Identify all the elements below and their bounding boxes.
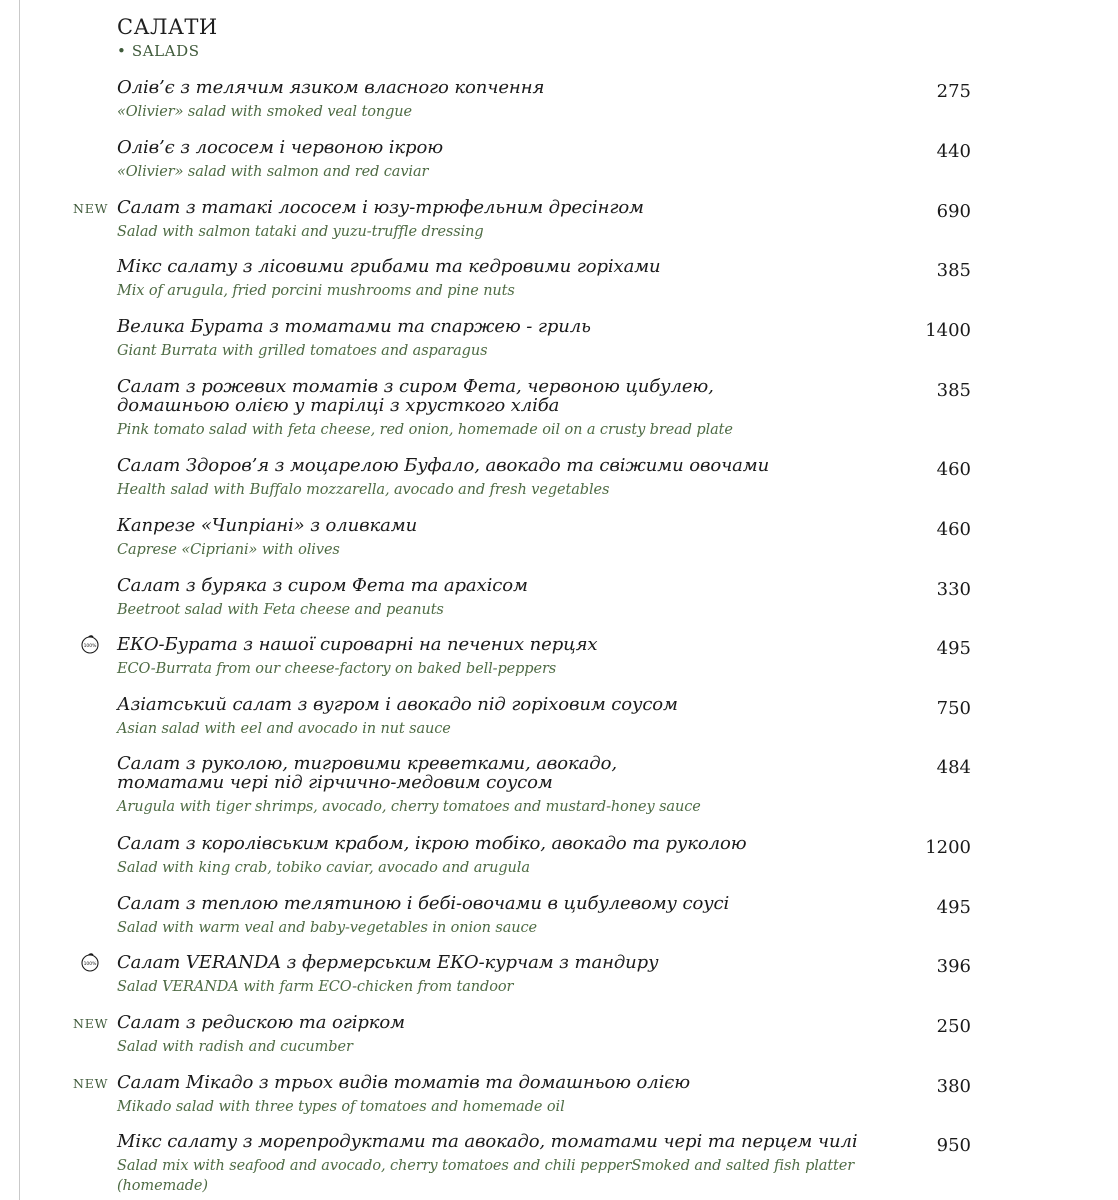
item-price: 250	[936, 1016, 971, 1037]
eco-100-icon	[80, 634, 100, 654]
item-description: Beetroot salad with Feta cheese and peanuts	[117, 602, 444, 618]
item-price: 330	[936, 579, 971, 600]
item-description: Salad VERANDA with farm ECO-chicken from tandoor	[117, 979, 514, 995]
item-name: Салат з рожевих томатів з сиром Фета, червоною цибулею,	[117, 376, 714, 397]
item-description: Health salad with Buffalo mozzarella, avocado and fresh vegetables	[117, 482, 610, 498]
item-name: Велика Бурата з томатами та спаржею - гриль	[117, 316, 591, 337]
item-description-line-2: (homemade)	[117, 1178, 208, 1194]
item-price: 385	[936, 260, 971, 281]
item-price: 495	[936, 897, 971, 918]
item-description: «Olivier» salad with smoked veal tongue	[117, 104, 412, 120]
eco-icon-label: 100%	[83, 644, 97, 649]
item-description: Salad mix with seafood and avocado, cherry tomatoes and chili pepperSmoked and salted fish platter	[117, 1158, 855, 1174]
item-price: 495	[936, 638, 971, 659]
item-description: Salad with warm veal and baby-vegetables in onion sauce	[117, 920, 538, 936]
item-price: 1200	[925, 837, 971, 858]
item-name: Мікс салату з морепродуктами та авокадо, томатами чері та перцем чилі	[117, 1131, 858, 1152]
item-name: Салат Здоров’я з моцарелою Буфало, авокадо та свіжими овочами	[117, 455, 770, 476]
item-name-line-2: томатами чері під гірчично-медовим соусом	[117, 772, 553, 793]
item-name: Азіатський салат з вугром і авокадо під горіховим соусом	[117, 694, 678, 715]
item-name: Салат з буряка з сиром Фета та арахісом	[117, 575, 528, 596]
item-price: 380	[936, 1076, 971, 1097]
item-description: Caprese «Cipriani» with olives	[117, 542, 340, 558]
item-name: Салат з руколою, тигровими креветками, авокадо,	[117, 753, 617, 774]
item-description: Salad with king crab, tobiko caviar, avocado and arugula	[117, 860, 530, 876]
item-description: «Olivier» salad with salmon and red caviar	[117, 164, 429, 180]
item-name-line-2: домашньою олією у тарілці з хрусткого хліба	[117, 395, 560, 416]
item-name: Мікс салату з лісовими грибами та кедровими горіхами	[117, 256, 661, 277]
item-description: ECO-Burrata from our cheese-factory on baked bell-peppers	[117, 661, 557, 677]
item-name: Салат з татакі лососем і юзу-трюфельним дресінгом	[117, 197, 644, 218]
item-name: Салат з редискою та огірком	[117, 1012, 405, 1033]
item-price: 460	[936, 459, 971, 480]
item-description: Mikado salad with three types of tomatoes and homemade oil	[117, 1099, 565, 1115]
item-description: Mix of arugula, fried porcini mushrooms and pine nuts	[117, 283, 515, 299]
item-description: Pink tomato salad with feta cheese, red onion, homemade oil on a crusty bread plate	[117, 422, 733, 438]
section-subtitle: • SALADS	[117, 42, 200, 60]
item-name: Капрезе «Чипріані» з оливками	[117, 515, 418, 536]
item-price: 440	[936, 141, 971, 162]
item-price: 460	[936, 519, 971, 540]
item-price: 950	[936, 1135, 971, 1156]
item-description: Giant Burrata with grilled tomatoes and asparagus	[117, 343, 488, 359]
item-name: Салат VERANDA з фермерським ЕКО-курчам з тандиру	[117, 952, 659, 973]
item-description: Arugula with tiger shrimps, avocado, cherry tomatoes and mustard-honey sauce	[117, 799, 701, 815]
item-price: 750	[936, 698, 971, 719]
item-name: Салат з теплою телятиною і бебі-овочами в цибулевому соусі	[117, 893, 730, 914]
new-badge: NEW	[73, 201, 109, 216]
item-description: Salad with salmon tataki and yuzu-truffle dressing	[117, 224, 484, 240]
page-edge-line	[19, 0, 20, 1200]
item-price: 385	[936, 380, 971, 401]
item-name: Салат Мікадо з трьох видів томатів та домашньою олією	[117, 1072, 690, 1093]
item-name: Олів’є з телячим язиком власного копчення	[117, 77, 545, 98]
eco-100-icon	[80, 952, 100, 972]
item-name: Салат з королівським крабом, ікрою тобіко, авокадо та руколою	[117, 833, 747, 854]
new-badge: NEW	[73, 1016, 109, 1031]
section-header	[117, 14, 218, 61]
section-title: САЛАТИ	[117, 15, 218, 39]
new-badge: NEW	[73, 1076, 109, 1091]
item-name: Олів’є з лососем і червоною ікрою	[117, 137, 443, 158]
item-description: Salad with radish and cucumber	[117, 1039, 353, 1055]
eco-icon-label: 100%	[83, 962, 97, 967]
item-price: 484	[936, 757, 971, 778]
item-description: Asian salad with eel and avocado in nut sauce	[117, 721, 451, 737]
item-price: 1400	[925, 320, 971, 341]
item-name: ЕКО-Бурата з нашої сироварні на печених перцях	[117, 634, 598, 655]
item-price: 396	[936, 956, 971, 977]
item-price: 690	[936, 201, 971, 222]
item-price: 275	[936, 81, 971, 102]
